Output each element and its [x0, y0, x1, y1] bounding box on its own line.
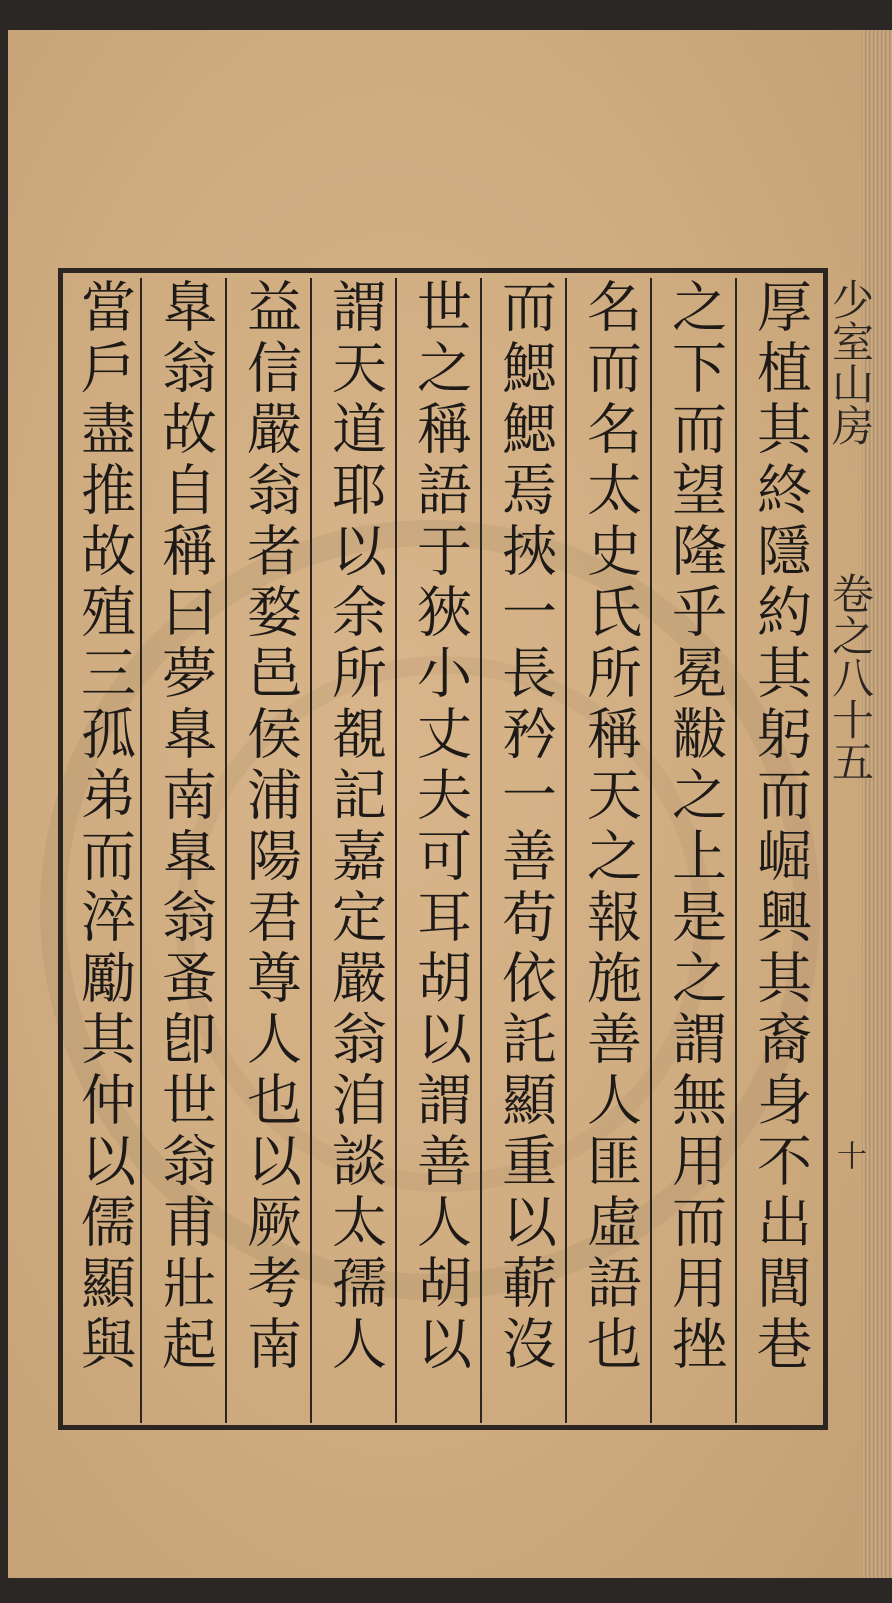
text-column-7: 益信嚴翁者婺邑侯浦陽君尊人也以厥考南: [238, 278, 302, 1376]
header-title: 少室山房: [826, 278, 875, 446]
volume-label: 卷之八十五: [826, 572, 875, 782]
text-column-8: 臯翁故自稱曰夢臯南臯翁蚤卽世翁甫壯起: [153, 278, 217, 1376]
text-column-9: 當戶盡推故殖三孤弟而淬勵其仲以儒顯與: [72, 278, 136, 1376]
text-column-2: 之下而望隆乎冕黻之上是之謂無用而用挫: [663, 278, 727, 1376]
folio-number: 十: [831, 1140, 866, 1170]
text-column-6: 謂天道耶以余所覩記嘉定嚴翁洎談太孺人: [323, 278, 387, 1376]
running-header: [826, 278, 875, 1258]
text-column-4: 而鰓鰓焉挾一長矜一善苟依託顯重以蔪沒: [493, 278, 557, 1376]
text-column-1: 厚植其終隱約其躬而崛興其裔身不出閭巷: [748, 278, 812, 1376]
text-column-5: 世之稱語于狹小丈夫可耳胡以謂善人胡以: [408, 278, 472, 1376]
text-column-3: 名而名太史氏所稱天之報施善人匪虛語也: [578, 278, 642, 1376]
header-spacer: [826, 446, 875, 572]
